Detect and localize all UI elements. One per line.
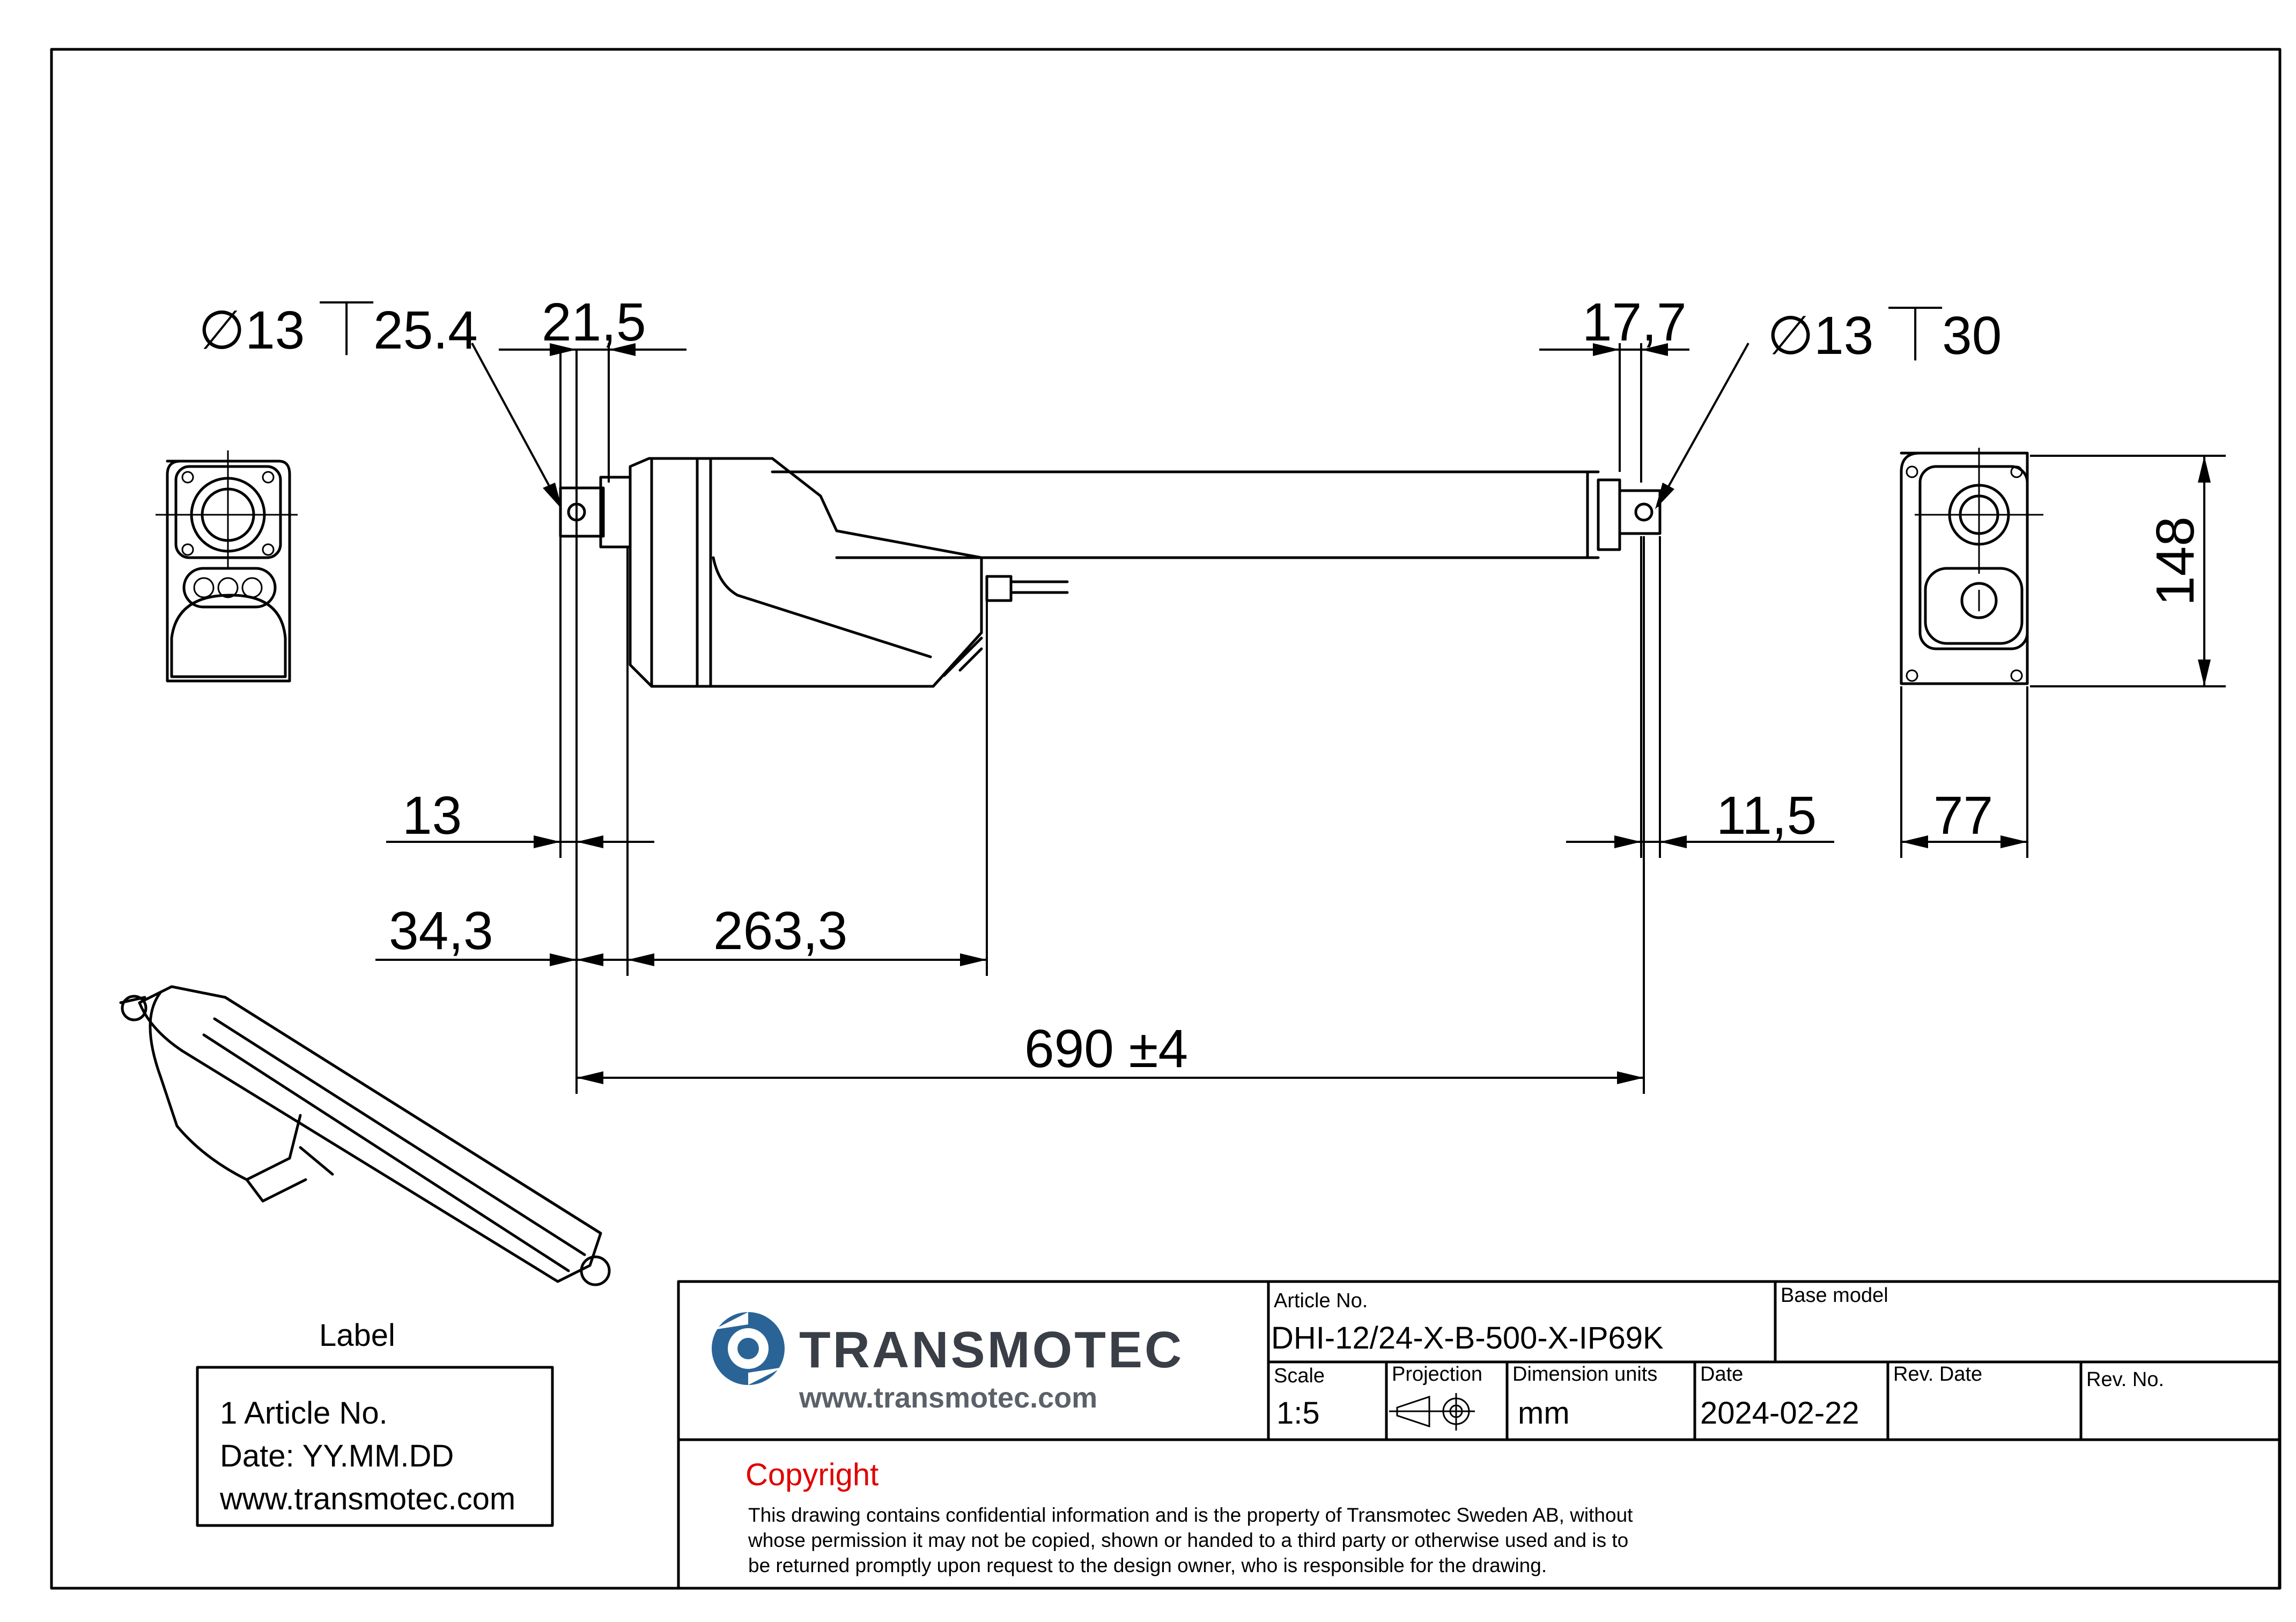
dim-34-3: 34,3 [389, 901, 493, 961]
copyright-line-1: This drawing contains confidential information and is the property of Transmotec Sweden AB, without [748, 1504, 1633, 1526]
dim-690: 690 ±4 [1024, 1019, 1188, 1079]
left-end-view [156, 450, 298, 681]
date-label: Date [1700, 1363, 1744, 1386]
title-block [678, 1282, 2279, 1588]
dim-17-7: 17,7 [1582, 292, 1687, 352]
transmotec-logo-icon [712, 1312, 785, 1385]
base-model-label: Base model [1781, 1284, 1888, 1307]
dim-hole-left: ∅13 ⏉25.4 [198, 300, 478, 360]
copyright-title: Copyright [745, 1457, 879, 1492]
dim-263-3: 263,3 [713, 901, 848, 961]
dim-77: 77 [1933, 786, 1994, 846]
scale-label: Scale [1274, 1365, 1325, 1387]
article-no-label: Article No. [1274, 1290, 1368, 1312]
date-value: 2024-02-22 [1700, 1396, 1859, 1431]
copyright-line-3: be returned promptly upon request to the design owner, who is responsible for the drawing. [748, 1554, 1547, 1576]
dim-13: 13 [402, 786, 462, 846]
rev-date-label: Rev. Date [1893, 1363, 1983, 1386]
dim-11-5: 11,5 [1716, 786, 1817, 846]
extension-lines [560, 343, 2226, 1094]
actuator-side-view [560, 458, 1660, 686]
dim-units-label: Dimension units [1512, 1363, 1658, 1386]
copyright-line-2: whose permission it may not be copied, shown or handed to a third party or otherwise used and is to [748, 1529, 1629, 1551]
dim-148: 148 [2145, 516, 2205, 606]
dim-hole-right: ∅13 ⏉30 [1767, 306, 2002, 366]
brand-url: www.transmotec.com [799, 1382, 1098, 1414]
label-line-1: 1 Article No. [220, 1396, 388, 1431]
label-line-3: www.transmotec.com [220, 1482, 516, 1516]
label-line-2: Date: YY.MM.DD [220, 1439, 454, 1473]
actuator-isometric-view [121, 987, 609, 1285]
dim-21-5: 21,5 [542, 292, 646, 352]
brand-name: TRANSMOTEC [799, 1321, 1184, 1379]
rev-no-label: Rev. No. [2086, 1368, 2165, 1391]
label-title: Label [319, 1318, 395, 1353]
dim-units-value: mm [1518, 1396, 1570, 1431]
article-no-value: DHI-12/24-X-B-500-X-IP69K [1271, 1321, 1664, 1356]
label-box [197, 1318, 552, 1525]
right-end-view [1901, 448, 2043, 684]
projection-label: Projection [1392, 1363, 1482, 1386]
first-angle-projection-icon [1389, 1393, 1475, 1431]
scale-value: 1:5 [1276, 1396, 1320, 1431]
